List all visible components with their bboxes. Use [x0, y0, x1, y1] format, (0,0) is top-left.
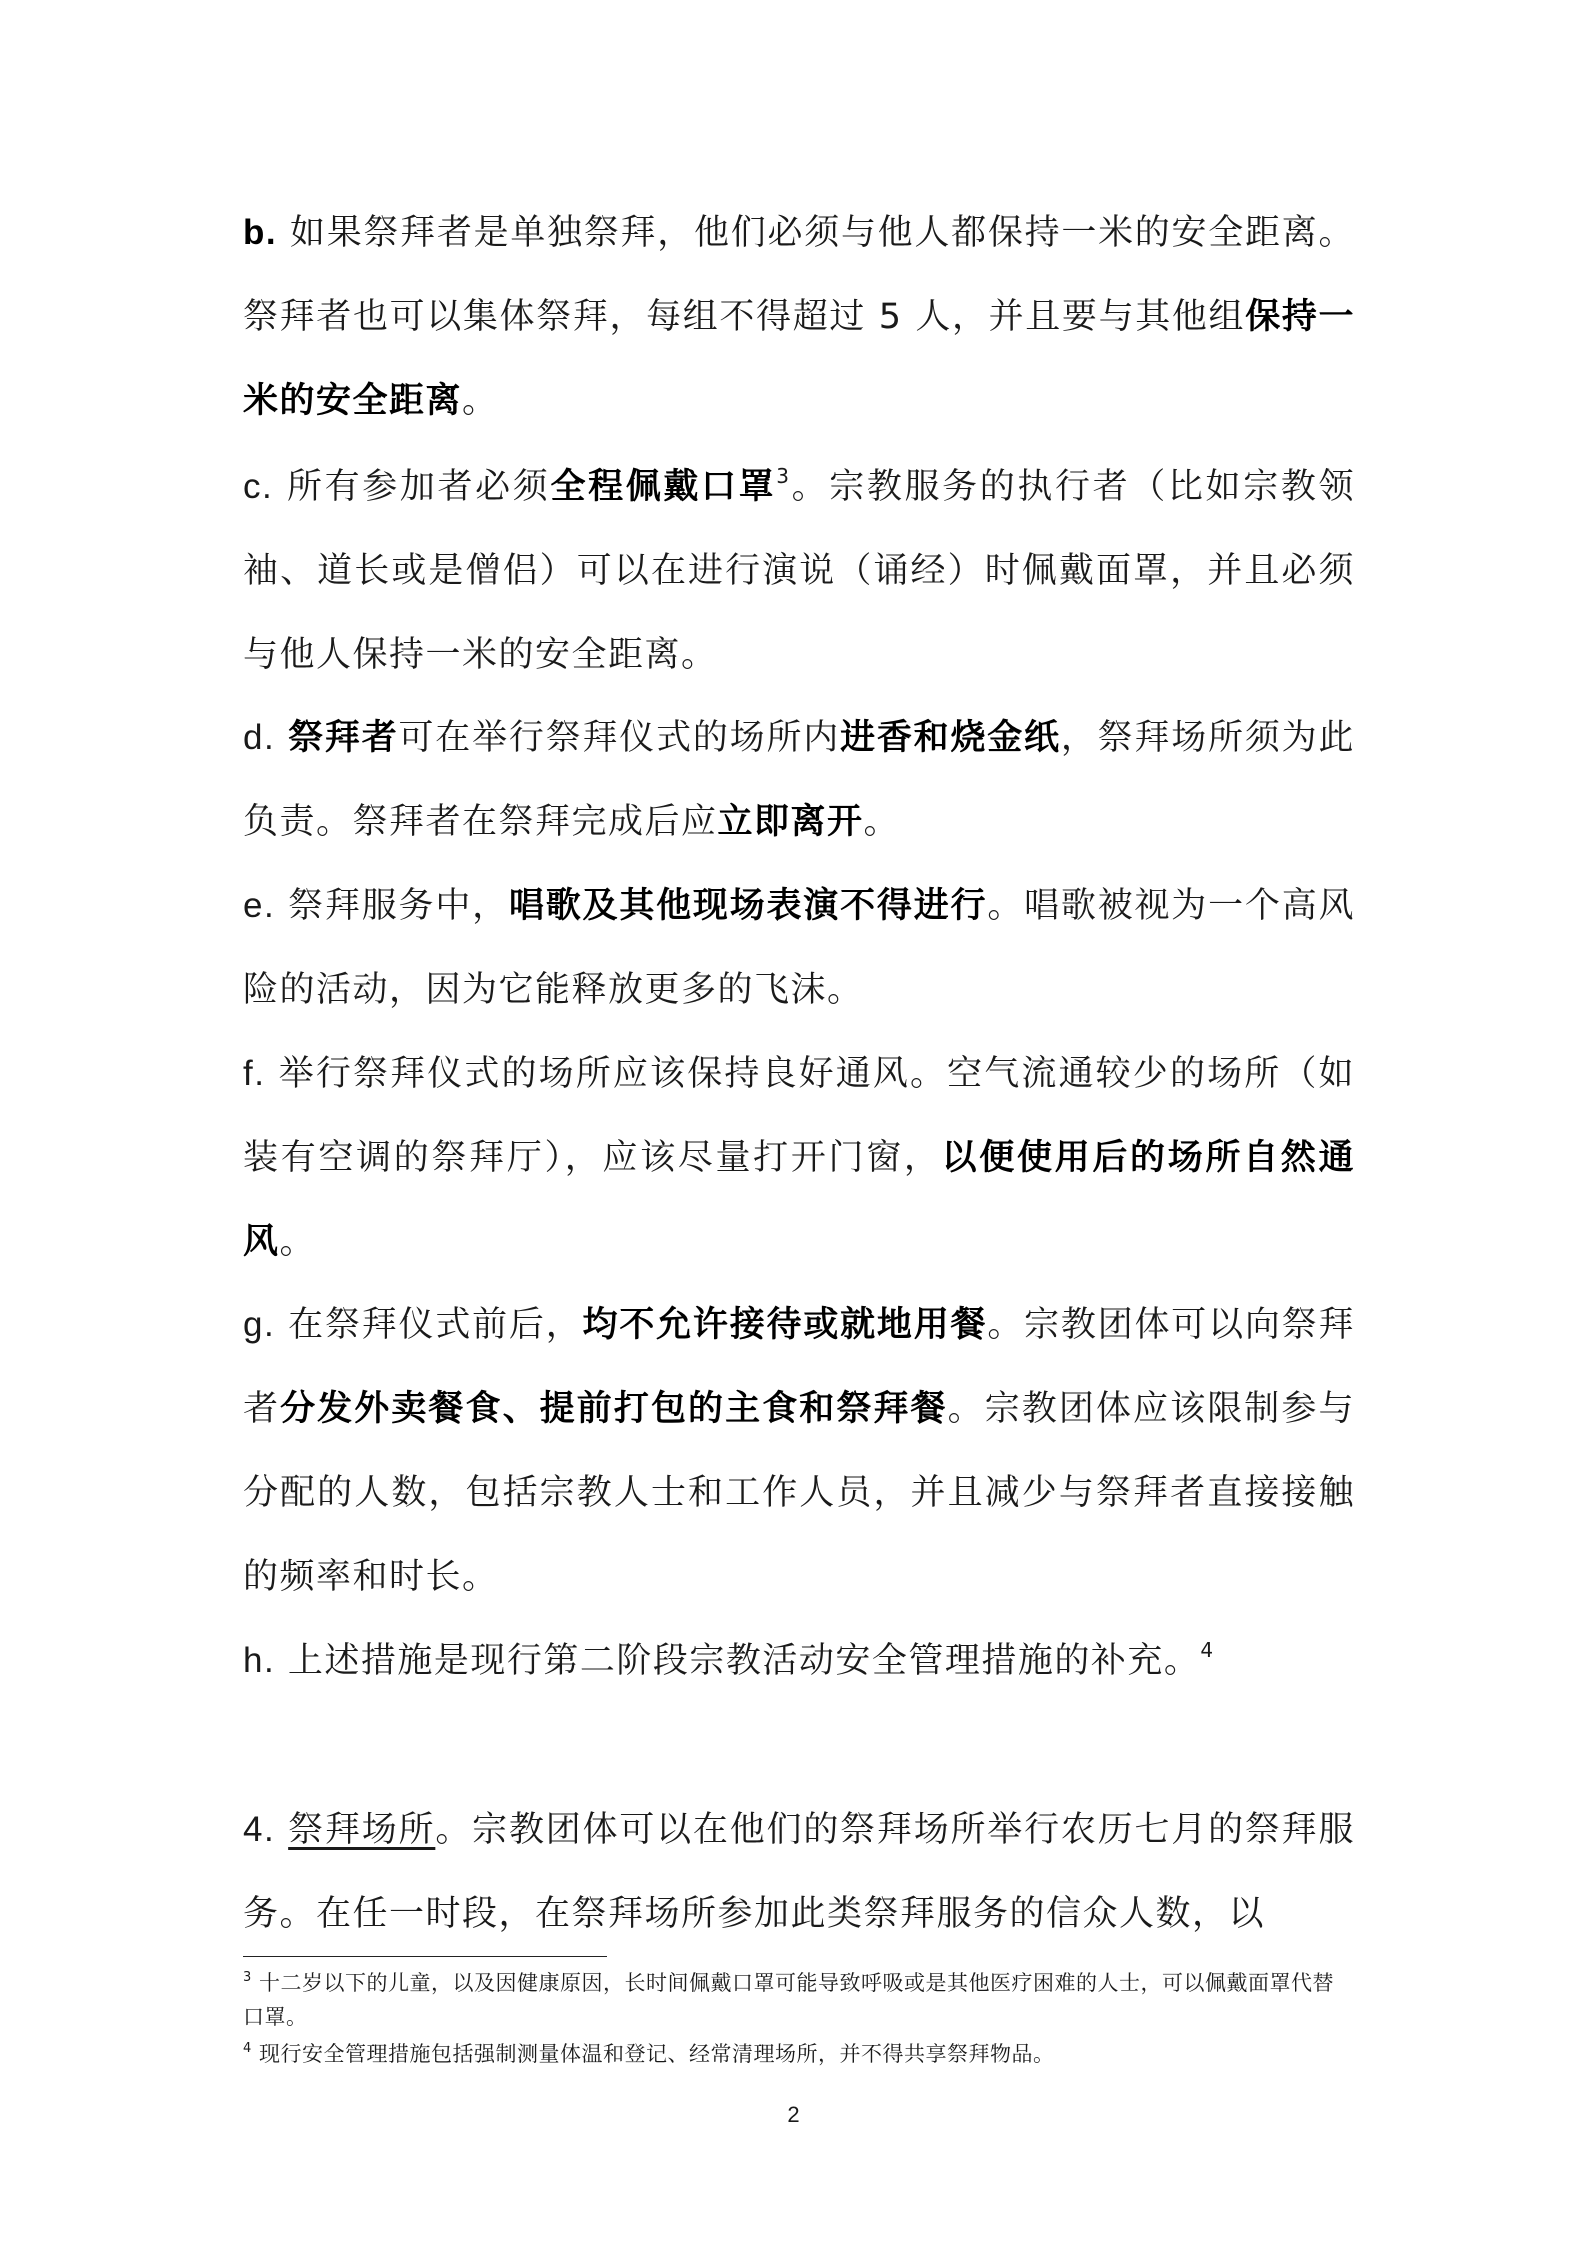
- item-d: [243, 696, 1355, 864]
- footnote-text: 十二岁以下的儿童，以及因健康原因，长时间佩戴口罩可能导致呼吸或是其他医疗困难的人士，可以佩戴面罩代替口罩。: [243, 1971, 1334, 2029]
- item-c: [243, 445, 1355, 697]
- item-bold-text: 分发外卖餐食、提前打包的主食和祭拜餐: [280, 1389, 948, 1429]
- section-4: [243, 1788, 1355, 1956]
- item-b: [243, 191, 1355, 443]
- section-title: 祭拜场所: [288, 1810, 436, 1850]
- section-label: 4.: [243, 1810, 276, 1849]
- item-bold-text: 全程佩戴口罩: [550, 467, 777, 507]
- item-f: [243, 1032, 1355, 1284]
- item-label: b.: [243, 213, 278, 252]
- item-label: c.: [243, 467, 274, 506]
- footnote-text: 现行安全管理措施包括强制测量体温和登记、经常清理场所，并不得共享祭拜物品。: [258, 2042, 1055, 2066]
- item-text: 祭拜服务中，: [288, 886, 509, 926]
- item-bold-text: 保持一米的安全距离: [243, 297, 1355, 421]
- footnote-ref: 3: [776, 464, 791, 489]
- item-text: ，祭拜场所须为此负责。祭拜者在祭拜完成后应: [243, 718, 1355, 842]
- item-text: 。宗教团体应该限制参与分配的人数，包括宗教人士和工作人员，并且减少与祭拜者直接接触的频率和时长。: [243, 1389, 1355, 1597]
- item-bold-text: 唱歌及其他现场表演不得进行: [508, 886, 988, 926]
- item-label: g.: [243, 1305, 276, 1344]
- item-g: [243, 1283, 1355, 1619]
- item-text: 。: [462, 381, 499, 421]
- item-label: f.: [243, 1054, 266, 1093]
- item-label: h.: [243, 1641, 276, 1680]
- item-text: 。宗教团体可以向祭拜者: [243, 1305, 1355, 1429]
- item-label: d.: [243, 718, 276, 757]
- item-bold-text: 进香和烧金纸: [840, 718, 1061, 758]
- item-label: e.: [243, 886, 276, 925]
- item-text: 。唱歌被视为一个高风险的活动，因为它能释放更多的飞沫。: [243, 886, 1355, 1010]
- item-text: 。: [279, 1222, 317, 1262]
- item-text: 在祭拜仪式前后，: [288, 1305, 583, 1345]
- footnote-separator: [243, 1956, 607, 1957]
- item-bold-text: 祭拜者: [288, 718, 399, 758]
- section-text: 。宗教团体可以在他们的祭拜场所举行农历七月的祭拜服务。在任一时段，在祭拜场所参加此类祭拜服务的信众人数，以: [243, 1810, 1355, 1934]
- item-text: 可在举行祭拜仪式的场所内: [398, 718, 841, 758]
- item-text: 举行祭拜仪式的场所应该保持良好通风。空气流通较少的场所（如装有空调的祭拜厅），应该尽量打开门窗，: [243, 1054, 1355, 1178]
- item-h: [243, 1619, 1355, 1703]
- page-number: 2: [787, 2102, 800, 2127]
- footnote-mark: 3: [243, 1970, 252, 1985]
- item-text: 。: [863, 802, 901, 842]
- item-e: [243, 864, 1355, 1032]
- footnote-4: [243, 2037, 1355, 2071]
- footnote-3: [243, 1966, 1355, 2034]
- item-bold-text: 以便使用后的场所自然通风: [243, 1138, 1355, 1262]
- footnote-ref: 4: [1200, 1638, 1215, 1663]
- item-text: 上述措施是现行第二阶段宗教活动安全管理措施的补充。: [287, 1641, 1201, 1681]
- item-text: 。宗教服务的执行者（比如宗教领袖、道长或是僧侣）可以在进行演说（诵经）时佩戴面罩，并且必须与他人保持一米的安全距离。: [243, 467, 1355, 675]
- item-text: 如果祭拜者是单独祭拜，他们必须与他人都保持一米的安全距离。祭拜者也可以集体祭拜，每组不得超过 5 人，并且要与其他组: [243, 213, 1355, 337]
- item-text: 所有参加者必须: [287, 467, 551, 507]
- item-bold-text: 均不允许接待或就地用餐: [582, 1305, 988, 1345]
- footnote-mark: 4: [243, 2041, 252, 2056]
- item-bold-text: 立即离开: [717, 802, 864, 842]
